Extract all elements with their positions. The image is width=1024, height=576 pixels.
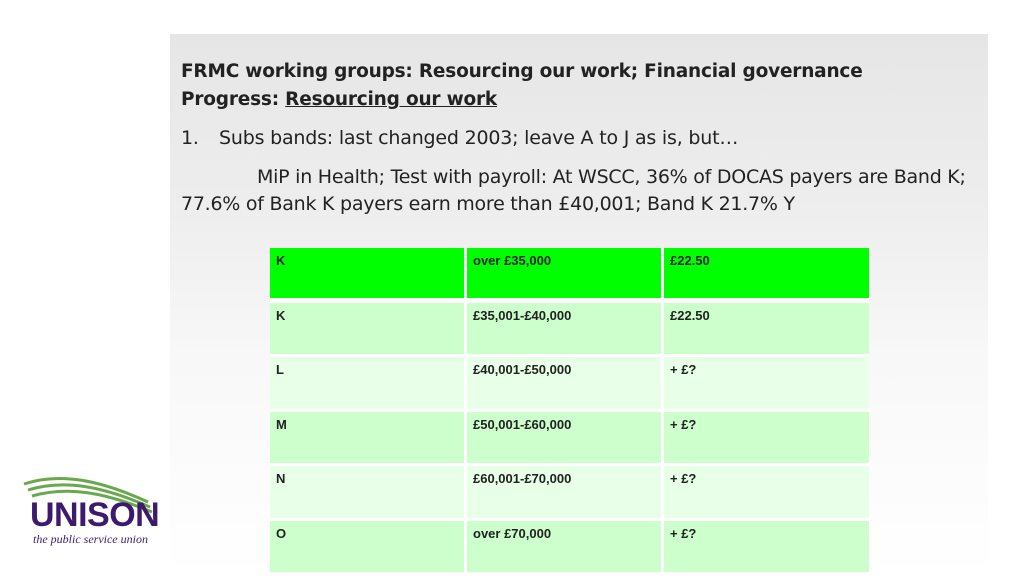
band-cell: O: [270, 521, 467, 575]
range-cell: over £35,000: [467, 248, 664, 303]
point-1: [181, 124, 981, 152]
heading-line-2: [181, 86, 981, 114]
logo-tagline: the public service union: [33, 532, 148, 546]
unison-logo: [20, 474, 165, 554]
point-1-number: 1.: [181, 127, 199, 149]
table-row: [270, 303, 869, 357]
heading-line-1: FRMC working groups: Resourcing our work; Financial governance: [181, 61, 863, 82]
range-cell: £35,001-£40,000: [467, 303, 664, 357]
band-cell: N: [270, 466, 467, 521]
subs-cell: + £?: [664, 357, 869, 412]
slide-text: [181, 58, 981, 218]
table-row: [270, 521, 869, 575]
table-row: [270, 466, 869, 521]
subs-cell: + £?: [664, 521, 869, 575]
table-row: [270, 412, 869, 466]
subs-bands-table: [270, 248, 869, 575]
table-row: [270, 248, 869, 303]
range-cell: £50,001-£60,000: [467, 412, 664, 466]
band-cell: K: [270, 248, 467, 303]
subs-cell: + £?: [664, 412, 869, 466]
range-cell: over £70,000: [467, 521, 664, 575]
heading-progress-label: Progress:: [181, 89, 286, 110]
table-row: [270, 357, 869, 412]
band-cell: L: [270, 357, 467, 412]
point-1-text: Subs bands: last changed 2003; leave A to J as is, but…: [219, 127, 739, 149]
mip-paragraph: MiP in Health; Test with payroll: At WSCC, 36% of DOCAS payers are Band K; 77.6% of Bank K payers earn more than £40,001; Band K 21.7% Y: [181, 166, 966, 215]
range-cell: £40,001-£50,000: [467, 357, 664, 412]
logo-wordmark: UNISON: [30, 496, 160, 534]
subs-cell: £22.50: [664, 303, 869, 357]
subs-cell: + £?: [664, 466, 869, 521]
band-cell: K: [270, 303, 467, 357]
range-cell: £60,001-£70,000: [467, 466, 664, 521]
heading-resourcing-link: Resourcing our work: [285, 89, 498, 110]
band-cell: M: [270, 412, 467, 466]
subs-cell: £22.50: [664, 248, 869, 303]
